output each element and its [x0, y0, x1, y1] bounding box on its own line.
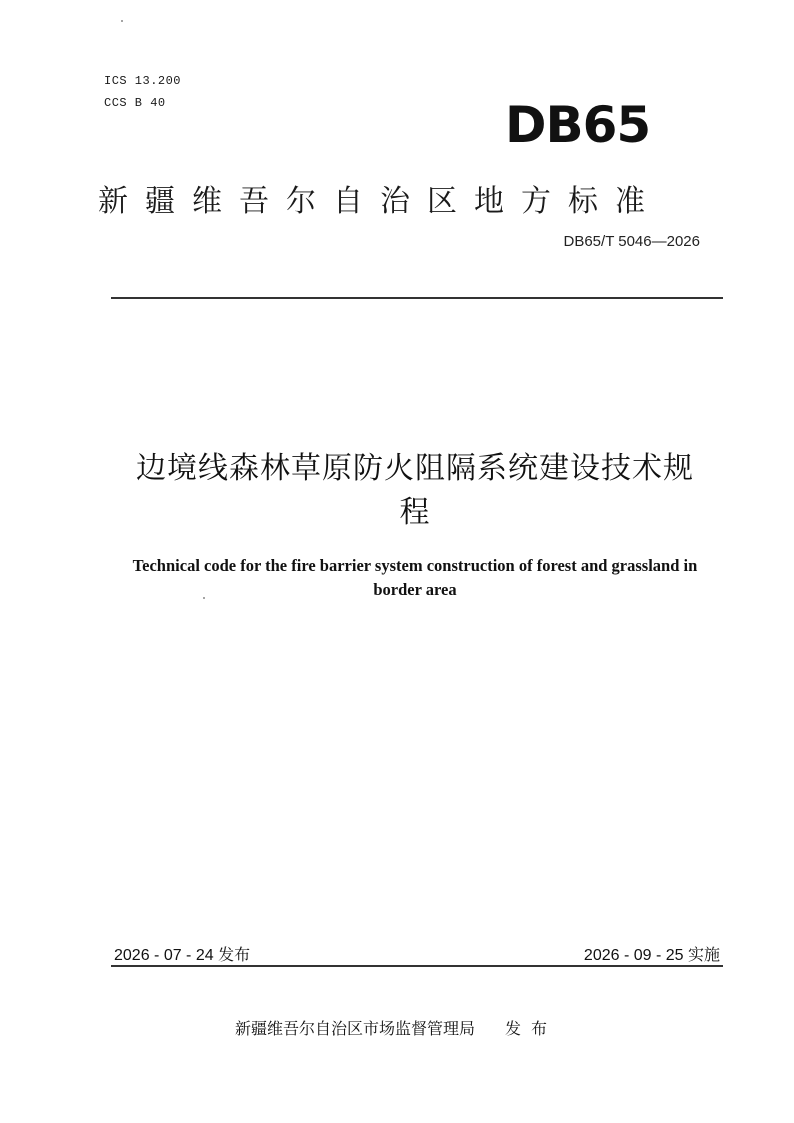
- publisher-name: 新疆维吾尔自治区市场监督管理局: [235, 1019, 476, 1038]
- header-rule: [111, 297, 723, 299]
- publisher: [235, 1016, 557, 1039]
- ics-code: ICS 13.200: [104, 74, 182, 88]
- release-date: 2026 - 07 - 24 发布: [114, 947, 251, 964]
- chinese-title-line2: 程: [399, 495, 431, 530]
- english-title: [95, 554, 735, 602]
- chinese-title-line1: 边境线森林草原防火阻隔系统建设技术规: [136, 451, 694, 486]
- english-title-line1: Technical code for the fire barrier system construction of forest and grassland in: [132, 556, 698, 575]
- chinese-title: [95, 447, 735, 535]
- db65-logo: DB65: [505, 96, 651, 154]
- standard-category: 新疆维吾尔自治区地方标准: [98, 184, 662, 219]
- english-title-line2: border area: [373, 580, 457, 599]
- scan-speck: [121, 20, 123, 22]
- footer-rule: [111, 965, 723, 967]
- publish-action: 发布: [505, 1019, 558, 1038]
- implement-date: 2026 - 09 - 25 实施: [583, 947, 720, 964]
- ccs-code: CCS B 40: [104, 96, 166, 110]
- standard-number: DB65/T 5046—2026: [563, 233, 700, 250]
